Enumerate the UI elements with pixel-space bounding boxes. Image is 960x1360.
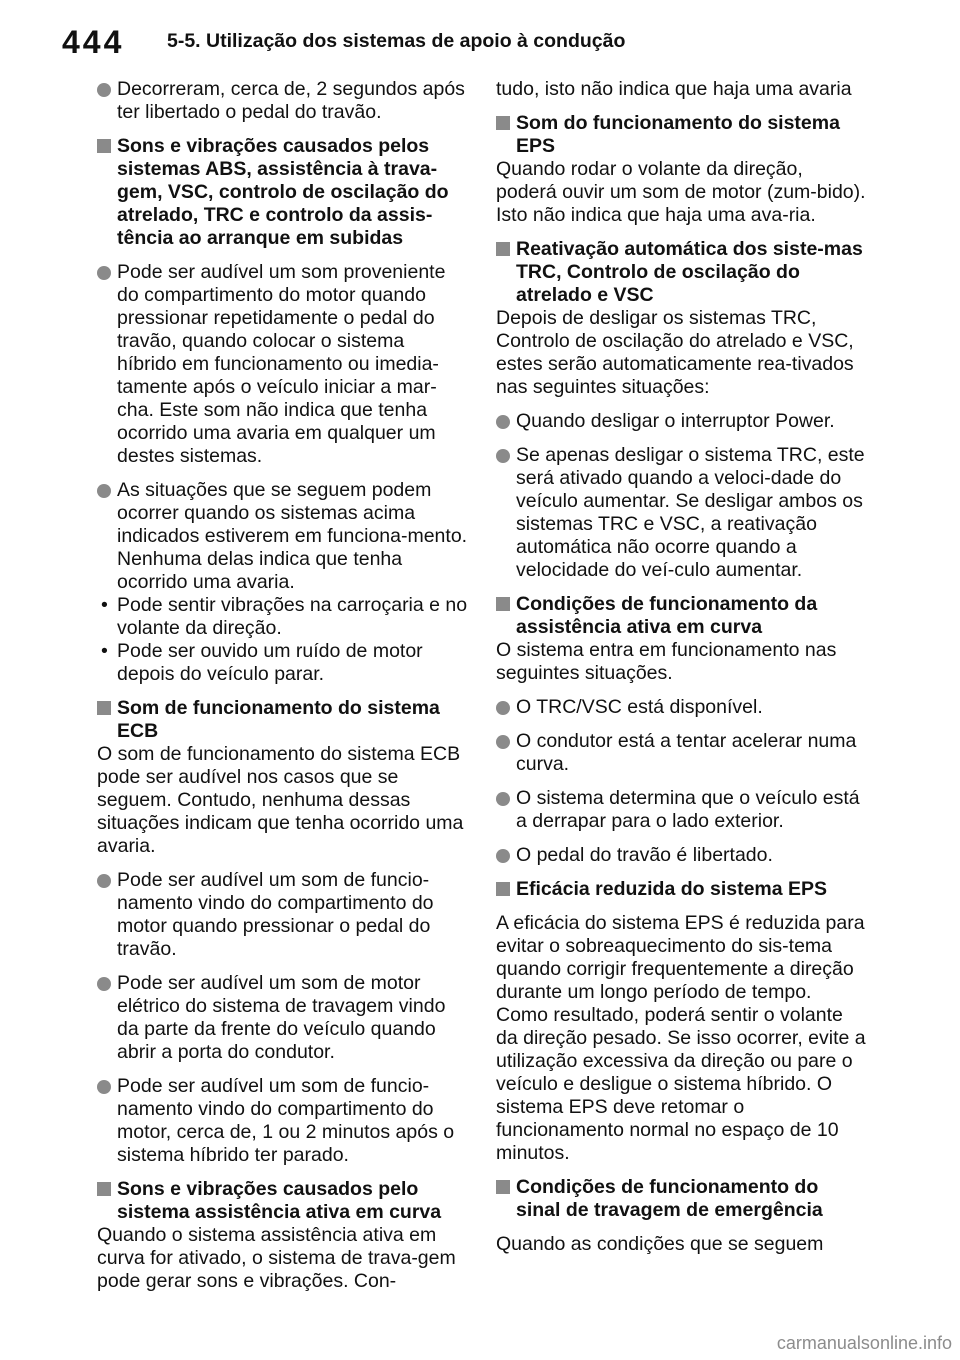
bullet-item: Pode ser audível um som proveniente do compartimento do motor quando pressionar repetidamente o pedal do travão, quando colocar o sistema híbrido em funcionamento ou imedia-tamente após o veículo iniciar a mar-cha. Este som não indica que tenha ocorrido uma avaria em qualquer um destes sistemas.	[97, 261, 469, 468]
section-title: 5-5. Utilização dos sistemas de apoio à condução	[167, 30, 626, 52]
subsection-heading: Som de funcionamento do sistema ECB	[97, 697, 469, 743]
watermark: carmanualsonline.info	[776, 1333, 952, 1353]
bullet-item: Decorreram, cerca de, 2 segundos após ter libertado o pedal do travão.	[97, 78, 469, 124]
bullet-item: O pedal do travão é libertado.	[496, 844, 868, 867]
page-header	[62, 22, 942, 62]
bullet-item: Se apenas desligar o sistema TRC, este será ativado quando a veloci-dade do veículo aumentar. Se desligar ambos os sistemas TRC e VSC, a reativação automática não ocorre quando a velocidade do veí-culo aumentar.	[496, 444, 868, 582]
subsection-heading: Som do funcionamento do sistema EPS	[496, 112, 868, 158]
bullet-item: O condutor está a tentar acelerar numa curva.	[496, 730, 868, 776]
subsection-heading: Condições de funcionamento do sinal de travagem de emergência	[496, 1176, 868, 1222]
subsection-heading: Eficácia reduzida do sistema EPS	[496, 878, 868, 901]
paragraph: tudo, isto não indica que haja uma avaria	[496, 78, 852, 100]
subsection-heading: Sons e vibrações causados pelos sistemas ABS, assistência à trava-gem, VSC, controlo de oscilação do atrelado, TRC e controlo da assis-tência ao arranque em subidas	[97, 135, 469, 250]
bullet-item: O sistema determina que o veículo está a derrapar para o lado exterior.	[496, 787, 868, 833]
paragraph: O som de funcionamento do sistema ECB pode ser audível nos casos que se seguem. Contudo, nenhuma dessas situações indicam que tenha ocorrido uma avaria.	[97, 743, 464, 857]
bullet-item: Pode ser audível um som de funcio-namento vindo do compartimento do motor quando pressionar o pedal do travão.	[97, 869, 469, 961]
bullet-item: Quando desligar o interruptor Power.	[496, 410, 868, 433]
subsection-heading: Sons e vibrações causados pelo sistema assistência ativa em curva	[97, 1178, 469, 1224]
paragraph: A eficácia do sistema EPS é reduzida para evitar o sobreaquecimento do sis-tema quando corrigir frequentemente a direção durante um longo período de tempo. Como resultado, poderá sentir o volante da direção pesado. Se isso ocorrer, evite a utilização excessiva da direção ou pare o veículo e desligue o sistema híbrido. O sistema EPS deve retomar o funcionamento normal no espaço de 10 minutos.	[496, 912, 866, 1164]
subsection-heading: Condições de funcionamento da assistência ativa em curva	[496, 593, 868, 639]
bullet-item: Pode ser audível um som de funcio-namento vindo do compartimento do motor, cerca de, 1 ou 2 minutos após o sistema híbrido ter parado.	[97, 1075, 469, 1167]
left-column	[97, 78, 469, 1304]
bullet-item: Pode ser audível um som de motor elétrico do sistema de travagem vindo da parte da frente do veículo quando abrir a porta do condutor.	[97, 972, 469, 1064]
sub-bullet-item: • Pode sentir vibrações na carroçaria e no volante da direção.	[97, 594, 469, 640]
paragraph: Quando o sistema assistência ativa em curva for ativado, o sistema de trava-gem pode gerar sons e vibrações. Con-	[97, 1224, 456, 1292]
paragraph: O sistema entra em funcionamento nas seguintes situações.	[496, 639, 837, 684]
paragraph: Quando rodar o volante da direção, poderá ouvir um som de motor (zum-bido). Isto não indica que haja uma ava-ria.	[496, 158, 866, 226]
page-number: 444	[62, 24, 125, 60]
paragraph: Depois de desligar os sistemas TRC, Controlo de oscilação do atrelado e VSC, estes serão automaticamente rea-tivados nas seguintes situações:	[496, 307, 854, 398]
bullet-item: O TRC/VSC está disponível.	[496, 696, 868, 719]
paragraph: Quando as condições que se seguem	[496, 1233, 824, 1255]
sub-bullet-item: • Pode ser ouvido um ruído de motor depois do veículo parar.	[97, 640, 469, 686]
right-column	[496, 78, 868, 1267]
subsection-heading: Reativação automática dos siste-mas TRC, Controlo de oscilação do atrelado e VSC	[496, 238, 868, 307]
bullet-item: As situações que se seguem podem ocorrer quando os sistemas acima indicados estiverem em funciona-mento. Nenhuma delas indica que tenha ocorrido uma avaria.	[97, 479, 469, 594]
